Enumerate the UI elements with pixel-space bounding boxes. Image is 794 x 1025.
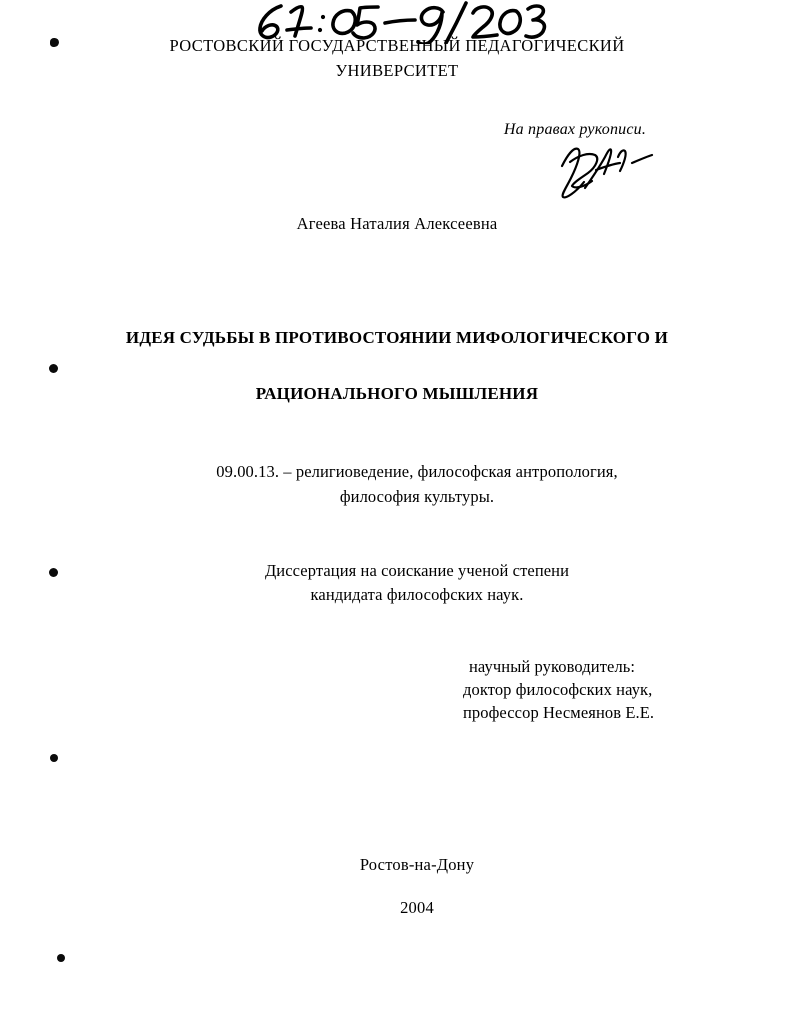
dissertation-title [77, 310, 717, 422]
specialty-code-line-1: 09.00.13. – религиоведение, философская антропология, [216, 462, 618, 481]
dissertation-title-line-1: ИДЕЯ СУДЬБЫ В ПРОТИВОСТОЯНИИ МИФОЛОГИЧЕСКОГО И [125, 328, 669, 347]
margin-punch-dot [50, 754, 58, 762]
imprint-year: 2004 [400, 898, 434, 917]
imprint-city: Ростов-на-Дону [359, 855, 475, 874]
supervisor-block [463, 655, 763, 724]
supervisor-label: научный руководитель: [469, 657, 636, 676]
degree-statement-line-1: Диссертация на соискание ученой степени [264, 561, 570, 580]
university-name-line-2: УНИВЕРСИТЕТ [335, 61, 459, 80]
margin-punch-dot [50, 38, 59, 47]
specialty-code-line-2: философия культуры. [339, 487, 495, 506]
supervisor-degree: доктор философских наук, [463, 680, 653, 699]
supervisor-name: профессор Несмеянов Е.Е. [463, 703, 655, 722]
dissertation-title-line-2: РАЦИОНАЛЬНОГО МЫШЛЕНИЯ [255, 384, 539, 403]
university-name-line-1: РОСТОВСКИЙ ГОСУДАРСТВЕННЫЙ ПЕДАГОГИЧЕСКИЙ [169, 36, 625, 55]
handwritten-signature [548, 140, 678, 202]
margin-punch-dot [49, 364, 58, 373]
margin-punch-dot [49, 568, 58, 577]
manuscript-rights-note: На правах рукописи. [503, 121, 647, 138]
degree-statement [97, 559, 737, 607]
specialty-code [97, 459, 737, 509]
university-name [97, 33, 697, 83]
author-name: Агеева Наталия Алексеевна [296, 214, 498, 233]
degree-statement-line-2: кандидата философских наук. [310, 585, 524, 604]
margin-punch-dot [57, 954, 65, 962]
